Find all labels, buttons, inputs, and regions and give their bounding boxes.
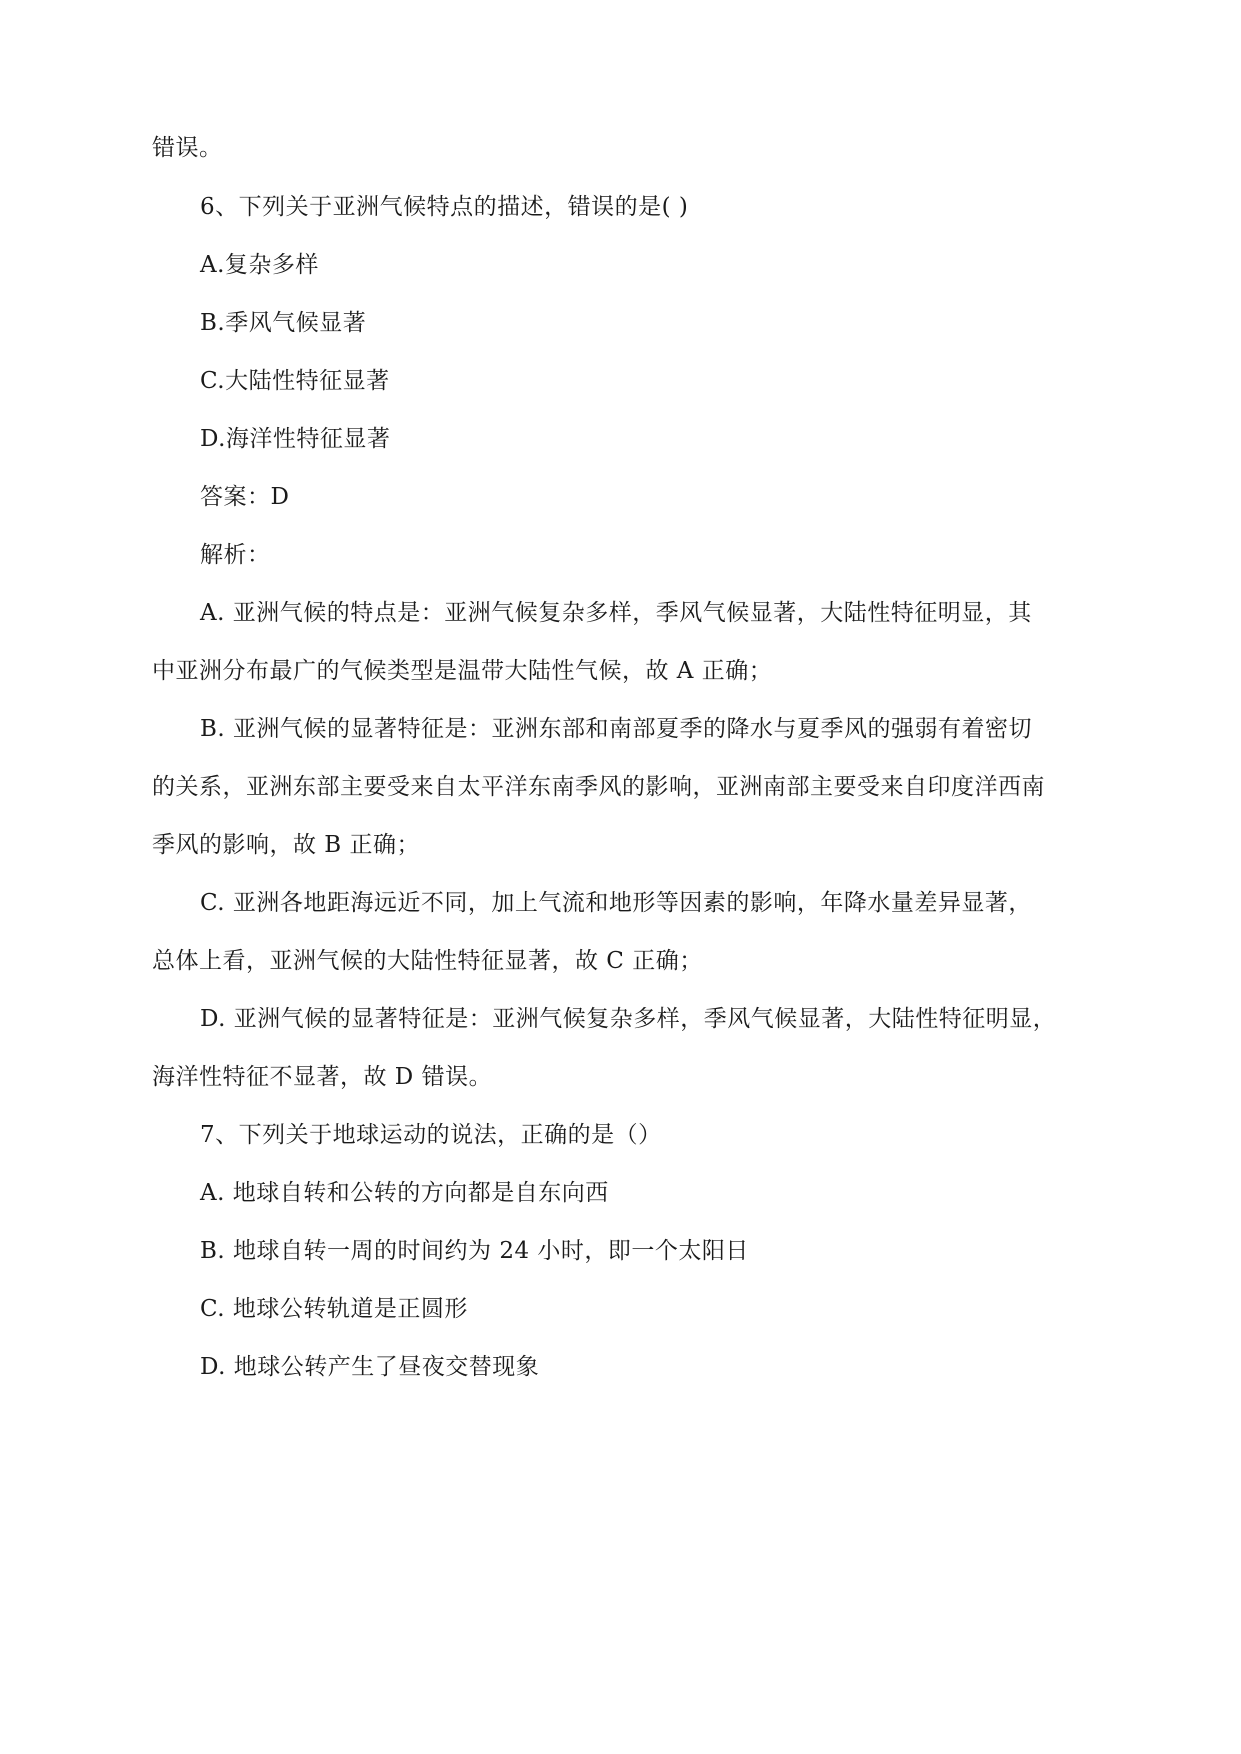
analysis-line: C. 亚洲各地距海远近不同，加上气流和地形等因素的影响，年降水量差异显著，	[200, 890, 1032, 916]
option-c: C.大陆性特征显著	[200, 368, 390, 394]
option-b: B.季风气候显著	[200, 310, 367, 336]
analysis-line: 海洋性特征不显著，故 D 错误。	[152, 1064, 493, 1090]
option-c: C. 地球公转轨道是正圆形	[200, 1296, 468, 1322]
analysis-line: B. 亚洲气候的显著特征是：亚洲东部和南部夏季的降水与夏季风的强弱有着密切	[200, 716, 1033, 742]
analysis-line: 的关系，亚洲东部主要受来自太平洋东南季风的影响，亚洲南部主要受来自印度洋西南	[152, 774, 1045, 800]
analysis-line: 中亚洲分布最广的气候类型是温带大陆性气候，故 A 正确；	[152, 658, 773, 684]
analysis-line: D. 亚洲气候的显著特征是：亚洲气候复杂多样，季风气候显著，大陆性特征明显，	[200, 1006, 1057, 1032]
text-line: 错误。	[152, 135, 223, 161]
analysis-line: A. 亚洲气候的特点是：亚洲气候复杂多样，季风气候显著，大陆性特征明显，其	[200, 600, 1032, 626]
option-a: A.复杂多样	[200, 252, 319, 278]
analysis-line: 总体上看，亚洲气候的大陆性特征显著，故 C 正确；	[152, 948, 703, 974]
answer: 答案：D	[200, 484, 290, 510]
analysis-label: 解析：	[200, 542, 271, 568]
option-d: D.海洋性特征显著	[200, 426, 391, 452]
question-6: 6、下列关于亚洲气候特点的描述，错误的是( )	[200, 194, 689, 220]
question-7: 7、下列关于地球运动的说法，正确的是（）	[200, 1122, 662, 1148]
option-d: D. 地球公转产生了昼夜交替现象	[200, 1354, 540, 1380]
option-a: A. 地球自转和公转的方向都是自东向西	[200, 1180, 609, 1206]
option-b: B. 地球自转一周的时间约为 24 小时，即一个太阳日	[200, 1238, 749, 1264]
analysis-line: 季风的影响，故 B 正确；	[152, 832, 421, 858]
